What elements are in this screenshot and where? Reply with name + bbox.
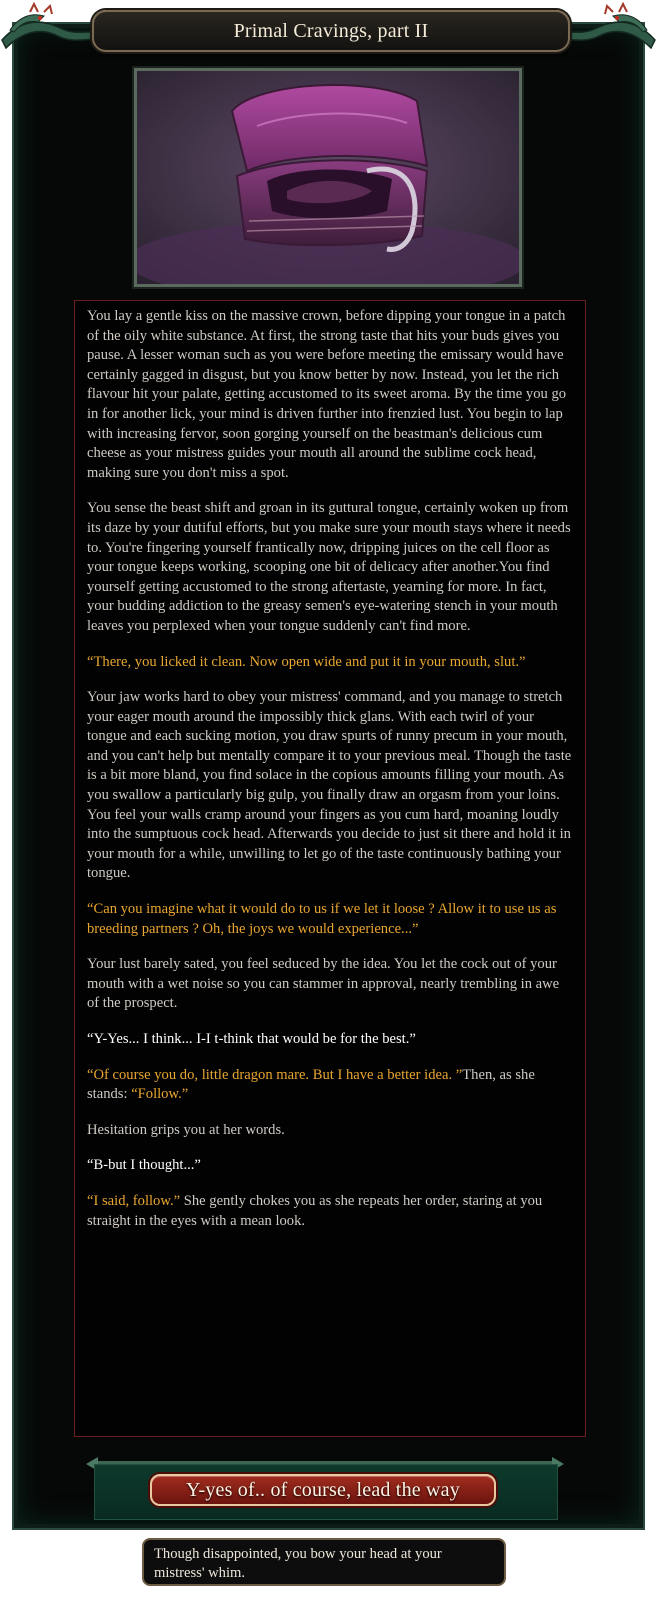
narration-paragraph: You lay a gentle kiss on the massive crown, before dipping your tongue in a patch of the oily white substance. At first, the strong taste that hits your buds gives you pause. A lesser woman such as you were before meeting the emissary would have certainly gagged in disgust, but you know better by now. Instead, you let the rich flavour hit your palate, getting accustomed to its sweet aroma. By the time you go in for another lick, your mind is driven further into frenzied lust. You begin to lap with increasing fervor, soon gorging yourself on the beastman's delicious cum cheese as your mistress guides your mouth all around the sublime cock head, making sure you don't miss a spot. [87, 308, 567, 481]
option-button[interactable] [150, 1474, 496, 1506]
option-label: Y-yes of.. of course, lead the way [186, 1478, 460, 1501]
narration-paragraph: You sense the beast shift and groan in its guttural tongue, certainly woken up from its daze by your dutiful efforts, but you make sure your mouth stays where it needs to. You're fingering yourself frantically now, dripping juices on the cell floor as your tongue keeps working, scooping one bit of delicacy after another.You find yourself getting accustomed to the strong aftertaste, yearning for more. In fact, your budding addiction to the greasy semen's eye-watering stench in your mouth leaves you perplexed when your tongue suddenly can't find more. [87, 500, 571, 634]
mistress-dialogue: “I said, follow.” [87, 1192, 181, 1209]
mixed-paragraph [87, 1066, 573, 1105]
mistress-dialogue: “There, you licked it clean. Now open wide and put it in your mouth, slut.” [87, 653, 526, 670]
event-title: Primal Cravings, part II [233, 19, 429, 42]
chest-illustration-image [137, 71, 519, 284]
narration-text: Then, as she stands: [87, 1066, 535, 1103]
mixed-paragraph [87, 1192, 573, 1231]
player-dialogue: “Y-Yes... I think... I-I t-think that would be for the best.” [87, 1031, 416, 1047]
option-tooltip: Though disappointed, you bow your head at your mistress' whim. [142, 1538, 506, 1586]
mistress-dialogue: “Of course you do, little dragon mare. But I have a better idea. ” [87, 1066, 463, 1083]
narration-paragraph: Your jaw works hard to obey your mistress' command, and you manage to stretch your eager mouth around the impossibly thick glans. With each twirl of your tongue and each sucking motion, you draw spurts of runny precum in your mouth, and you can't help but mentally compare it to your previous meal. Though the taste is a bit more bland, you find solace in the copious amounts filling your mouth. As you swallow a particularly big gulp, you finally draw an orgasm from your loins. You feel your walls cramp around your fingers as you cum hard, moaning loudly into the sumptuous cock head. Afterwards you decide to just sit there and hold it in your mouth for a while, unwilling to let go of the taste continuously bathing your tongue. [87, 689, 572, 882]
narration-paragraph: Your lust barely sated, you feel seduced by the idea. You let the cock out of your mouth with a wet noise so you can stammer in approval, nearly trembling in awe of the prospect. [87, 956, 560, 1012]
player-dialogue: “B-but I thought...” [87, 1157, 201, 1174]
narration-paragraph: Hesitation grips you at her words. [87, 1121, 285, 1138]
event-title-bar [92, 10, 570, 52]
narration-text: She gently chokes you as she repeats her order, staring at you straight in the eyes with a mean look. [87, 1192, 543, 1229]
event-description [74, 300, 586, 1437]
mistress-dialogue: “Follow.” [131, 1086, 189, 1103]
mistress-dialogue: “Can you imagine what it would do to us if we let it loose ? Allow it to use us as breeding partners ? Oh, the joys we would experience...” [87, 901, 557, 937]
event-illustration [134, 68, 522, 287]
